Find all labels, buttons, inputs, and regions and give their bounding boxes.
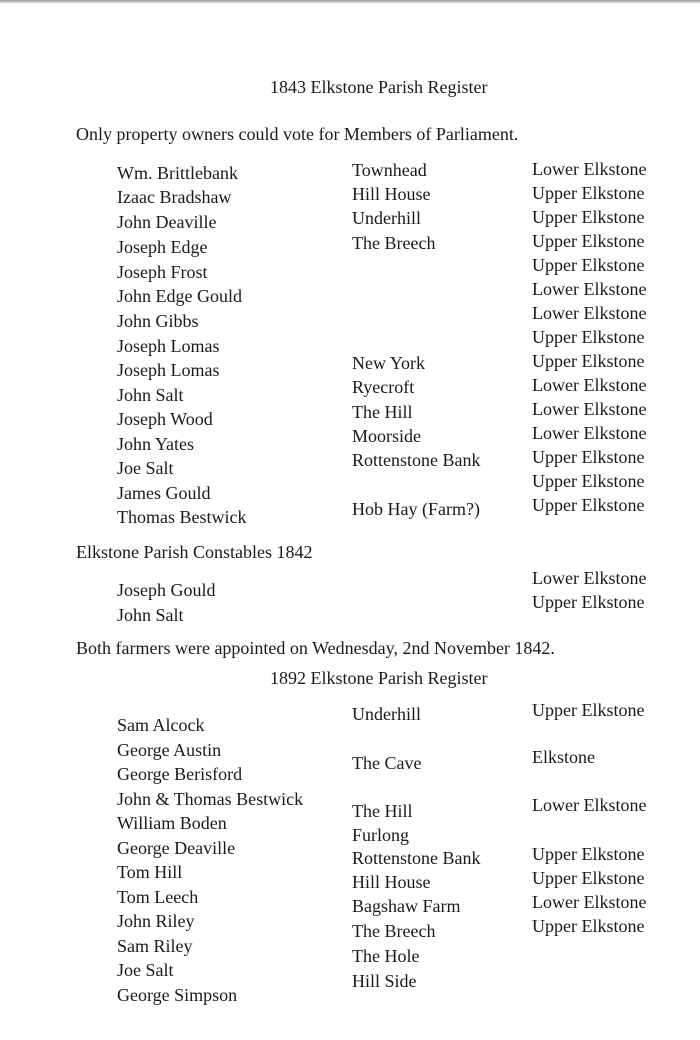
resident-name: William Boden (117, 813, 227, 833)
resident-place: The Hole (352, 946, 420, 966)
resident-area: Upper Elkstone (532, 916, 645, 936)
voter-name: John Salt (117, 385, 184, 405)
voter-name: Wm. Brittlebank (117, 163, 238, 183)
register-1892-title: 1892 Elkstone Parish Register (270, 668, 488, 688)
voter-area: Upper Elkstone (532, 447, 645, 467)
voter-name: Joseph Lomas (117, 360, 220, 380)
voter-name: Joseph Lomas (117, 336, 220, 356)
constables-note: Both farmers were appointed on Wednesday, 2nd November 1842. (76, 638, 555, 658)
voter-place: New York (352, 353, 426, 373)
voter-name: John Deaville (117, 212, 217, 232)
voter-place: Hob Hay (Farm?) (352, 499, 480, 519)
voter-place: Underhill (352, 208, 421, 228)
resident-area: Elkstone (532, 747, 595, 767)
resident-area: Lower Elkstone (532, 892, 647, 912)
constables-heading: Elkstone Parish Constables 1842 (76, 542, 313, 562)
resident-place: Rottenstone Bank (352, 848, 481, 868)
resident-name: George Deaville (117, 838, 236, 858)
resident-area: Lower Elkstone (532, 795, 647, 815)
resident-place: The Hill (352, 801, 413, 821)
resident-name: George Austin (117, 740, 222, 760)
resident-area: Upper Elkstone (532, 700, 645, 720)
constable-name: Joseph Gould (117, 580, 216, 600)
resident-name: George Simpson (117, 985, 238, 1005)
voter-name: Joe Salt (117, 458, 174, 478)
voter-place: The Hill (352, 402, 413, 422)
voter-name: John Yates (117, 434, 195, 454)
voter-area: Lower Elkstone (532, 423, 647, 443)
resident-area: Upper Elkstone (532, 868, 645, 888)
voter-area: Lower Elkstone (532, 399, 647, 419)
voter-area: Upper Elkstone (532, 471, 645, 491)
voter-name: Izaac Bradshaw (117, 187, 232, 207)
resident-name: Joe Salt (117, 960, 174, 980)
voter-area: Upper Elkstone (532, 207, 645, 227)
voter-area: Lower Elkstone (532, 159, 647, 179)
voter-name: John Gibbs (117, 311, 199, 331)
voter-name: James Gould (117, 483, 211, 503)
voter-area: Upper Elkstone (532, 255, 645, 275)
voter-area: Lower Elkstone (532, 279, 647, 299)
register-1843-intro: Only property owners could vote for Members of Parliament. (76, 124, 519, 144)
resident-place: Underhill (352, 704, 421, 724)
constable-area: Upper Elkstone (532, 592, 645, 612)
voter-area: Upper Elkstone (532, 351, 645, 371)
resident-area: Upper Elkstone (532, 844, 645, 864)
resident-name: Tom Hill (117, 862, 183, 882)
resident-name: Sam Riley (117, 936, 193, 956)
resident-place: The Breech (352, 921, 436, 941)
voter-name: John Edge Gould (117, 286, 242, 306)
voter-area: Lower Elkstone (532, 375, 647, 395)
constable-area: Lower Elkstone (532, 568, 647, 588)
voter-name: Joseph Edge (117, 237, 208, 257)
register-1843-title: 1843 Elkstone Parish Register (270, 77, 488, 97)
resident-place: Furlong (352, 825, 410, 845)
resident-name: John & Thomas Bestwick (117, 789, 304, 809)
voter-place: Rottenstone Bank (352, 450, 481, 470)
voter-place: Moorside (352, 426, 421, 446)
voter-area: Upper Elkstone (532, 231, 645, 251)
voter-area: Upper Elkstone (532, 327, 645, 347)
resident-name: George Berisford (117, 764, 243, 784)
voter-place: Ryecroft (352, 377, 415, 397)
voter-place: The Breech (352, 233, 436, 253)
resident-name: Sam Alcock (117, 715, 205, 735)
resident-place: Hill House (352, 872, 431, 892)
page-top-rule (0, 0, 700, 3)
resident-place: Hill Side (352, 971, 417, 991)
voter-name: Thomas Bestwick (117, 507, 247, 527)
resident-name: Tom Leech (117, 887, 199, 907)
voter-place: Hill House (352, 184, 431, 204)
voter-area: Upper Elkstone (532, 495, 645, 515)
voter-place: Townhead (352, 160, 427, 180)
voter-area: Lower Elkstone (532, 303, 647, 323)
voter-name: Joseph Frost (117, 262, 208, 282)
voter-area: Upper Elkstone (532, 183, 645, 203)
constable-name: John Salt (117, 605, 184, 625)
voter-name: Joseph Wood (117, 409, 213, 429)
resident-place: Bagshaw Farm (352, 896, 461, 916)
resident-place: The Cave (352, 753, 422, 773)
resident-name: John Riley (117, 911, 195, 931)
